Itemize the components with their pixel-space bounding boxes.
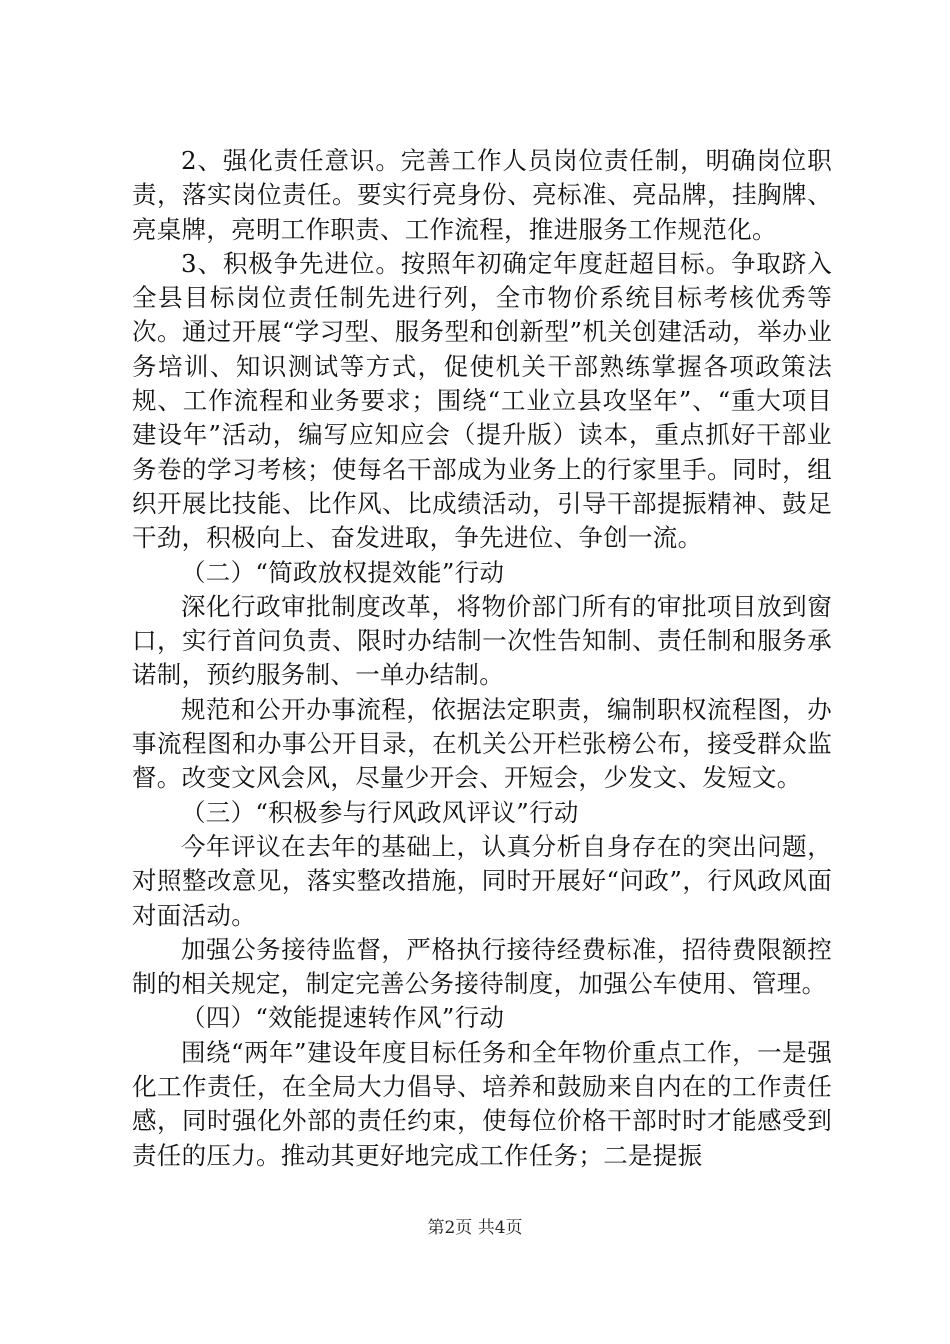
section-heading-4: （四）“效能提速转作风”行动 (181, 1003, 505, 1033)
paragraph-responsibility: 2、强化责任意识。完善工作人员岗位责任制，明确岗位职责，落实岗位责任。要实行亮身份、亮标准、亮品牌，挂胸牌、亮桌牌，亮明工作职责、工作流程，推进服务工作规范化。 (132, 146, 832, 244)
section-heading-3: （三）“积极参与行风政风评议”行动 (181, 797, 579, 827)
page-number: 第2页 共4页 (427, 1218, 523, 1238)
paragraph-reception: 加强公务接待监督，严格执行接待经费标准，招待费限额控制的相关规定，制定完善公务接待制度，加强公车使用、管理。 (132, 934, 832, 999)
paragraph-process: 规范和公开办事流程，依据法定职责，编制职权流程图，办事流程图和办事公开目录，在机关公开栏张榜公布，接受群众监督。改变文风会风，尽量少开会、开短会，少发文、发短文。 (132, 694, 832, 793)
paragraph-approval-reform: 深化行政审批制度改革，将物价部门所有的审批项目放到窗口，实行首问负责、限时办结制一次性告知制、责任制和服务承诺制，预约服务制、一单办结制。 (132, 591, 832, 690)
paragraph-advance: 3、积极争先进位。按照年初确定年度赶超目标。争取跻入全县目标岗位责任制先进行列，全市物价系统目标考核优秀等次。通过开展“学习型、服务型和创新型”机关创建活动，举办业务培训、知识测试等方式，促使机关干部熟练掌握各项政策法规、工作流程和业务要求；围绕“工业立县攻坚年”、“重大项目建设年”活动，编写应知应会（提升版）读本，重点抓好干部业务卷的学习考核；使每名干部成为业务上的行家里手。同时，组织开展比技能、比作风、比成绩活动，引导干部提振精神、鼓足干劲，积极向上、奋发进取，争先进位、争创一流。 (132, 248, 832, 553)
document-body (132, 144, 832, 1173)
section-heading-2: （二）“简政放权提效能”行动 (181, 557, 505, 587)
paragraph-evaluation: 今年评议在去年的基础上，认真分析自身存在的突出问题，对照整改意见，落实整改措施，同时开展好“问政”，行风政风面对面活动。 (132, 831, 832, 930)
paragraph-efficiency: 围绕“两年”建设年度目标任务和全年物价重点工作，一是强化工作责任，在全局大力倡导、培养和鼓励来自内在的工作责任感，同时强化外部的责任约束，使每位价格干部时时才能感受到责任的压力。推动其更好地完成工作任务；二是提振 (132, 1037, 832, 1170)
